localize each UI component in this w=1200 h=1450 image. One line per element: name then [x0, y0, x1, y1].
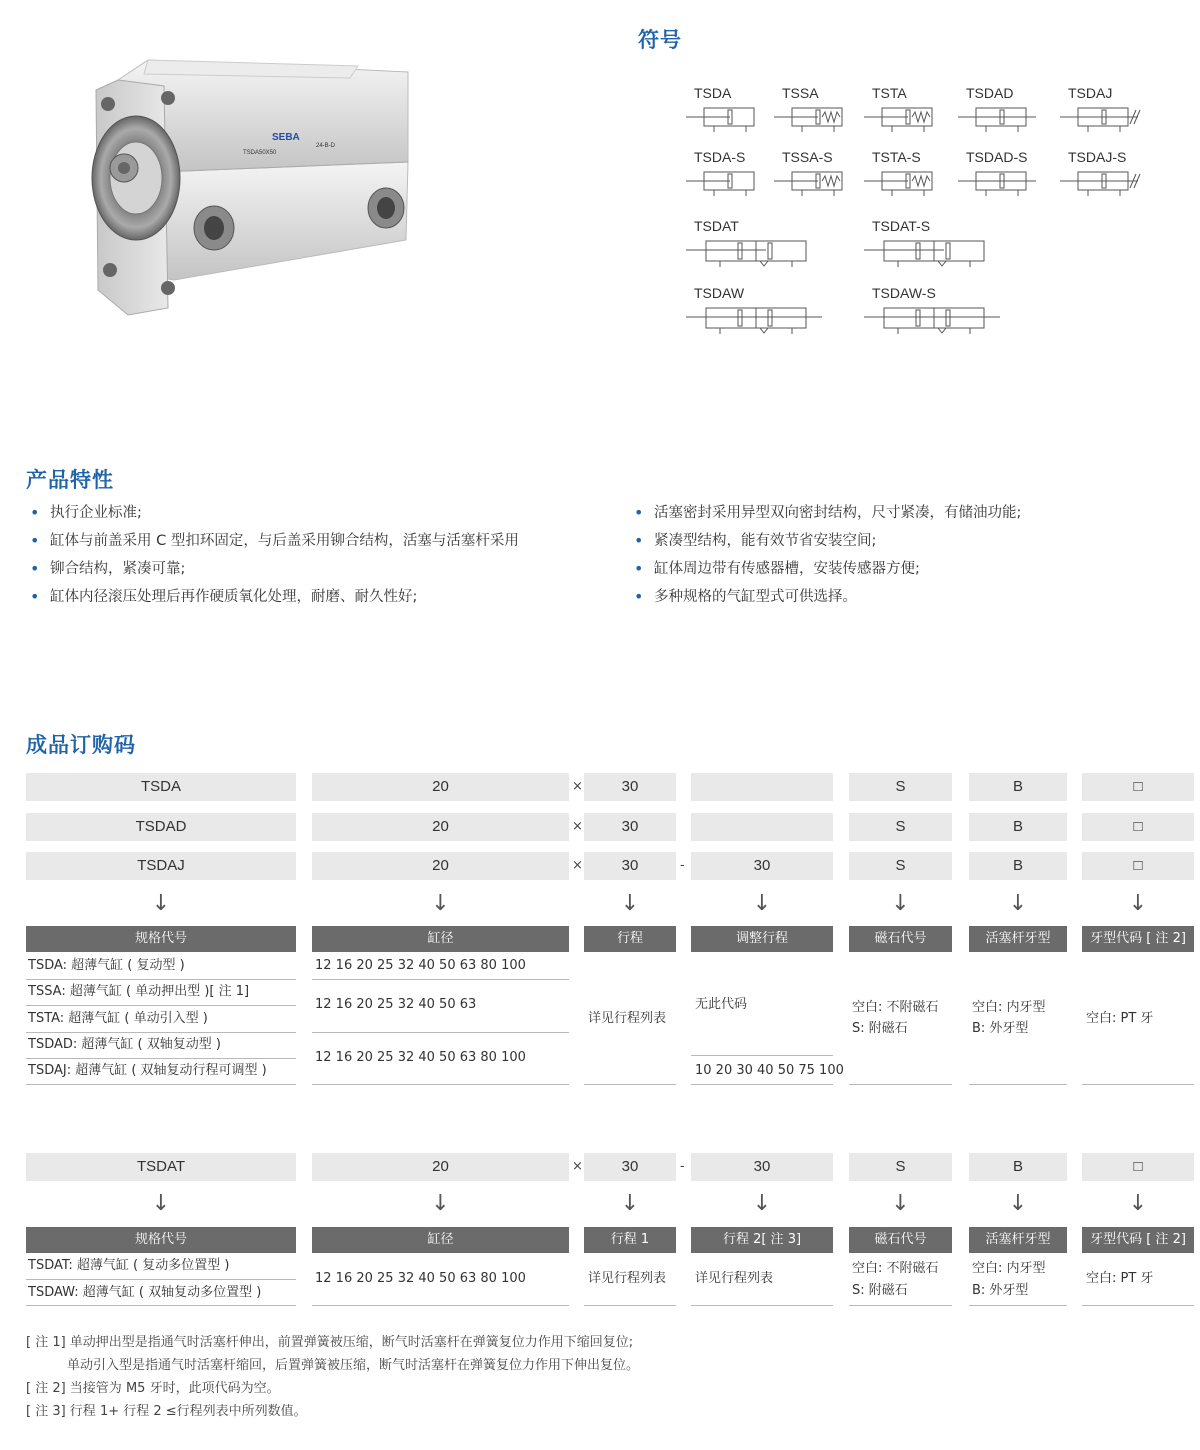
feature-item: • 缸体与前盖采用 C 型扣环固定，与后盖采用铆合结构，活塞与活塞杆采用 — [26, 527, 606, 555]
mag-desc: 空白: 不附磁石 — [852, 1000, 939, 1015]
row-divider — [26, 1279, 296, 1280]
features-right-list — [630, 499, 1190, 611]
column-header: 活塞杆牙型 — [969, 926, 1067, 952]
code-cell-model: TSDAD — [26, 813, 296, 841]
row-divider — [969, 1305, 1067, 1306]
row-divider — [26, 1084, 296, 1085]
symbol-icon — [864, 166, 946, 200]
down-arrow-icon: ↓ — [891, 1191, 910, 1216]
model-desc: TSDAW: 超薄气缸 ( 双轴复动多位置型 ) — [28, 1285, 262, 1300]
mag-desc: S: 附磁石 — [852, 1021, 908, 1036]
separator-x: × — [572, 1159, 583, 1174]
feature-item: • 紧凑型结构，能有效节省安装空间; — [630, 527, 1190, 555]
symbol-label: TSDA — [694, 85, 732, 101]
row-divider — [691, 1305, 833, 1306]
down-arrow-icon: ↓ — [1008, 1191, 1028, 1216]
bore-list: 12 16 20 25 32 40 50 63 80 100 — [315, 958, 526, 973]
code-cell-mag: S — [849, 852, 952, 880]
symbol-label: TSDA-S — [694, 149, 746, 165]
rod-desc: B: 外牙型 — [972, 1021, 1029, 1036]
thread-desc: 空白: PT 牙 — [1086, 1011, 1154, 1026]
symbol-icon — [958, 166, 1040, 200]
code-cell-adj — [691, 773, 833, 801]
row-divider — [969, 1084, 1067, 1085]
code-cell-bore: 20 — [312, 813, 569, 841]
symbol-icon — [958, 102, 1040, 136]
separator-x: × — [572, 779, 583, 794]
symbol-icon — [864, 302, 1004, 336]
symbol-icon — [686, 166, 768, 200]
adj-values: 10 20 30 40 50 75 100 — [695, 1063, 844, 1078]
bore-list: 12 16 20 25 32 40 50 63 80 100 — [315, 1050, 526, 1065]
stroke-text: 详见行程列表 — [588, 1011, 667, 1026]
product-image — [88, 50, 418, 325]
down-arrow-icon: ↓ — [151, 1191, 171, 1216]
model-desc: TSTA: 超薄气缸 ( 单动引入型 ) — [28, 1011, 208, 1026]
code-cell-rod: B — [969, 773, 1067, 801]
code-cell-bore: 20 — [312, 773, 569, 801]
row-divider — [26, 1032, 296, 1033]
note-1-cont: 单动引入型是指通气时活塞杆缩回，后置弹簧被压缩，断气时活塞杆在弹簧复位力作用下伸出复位。 — [67, 1358, 640, 1373]
note-3: [ 注 3] 行程 1+ 行程 2 ≤行程列表中所列数值。 — [26, 1404, 307, 1419]
code-cell-adj — [691, 813, 833, 841]
symbol-label: TSTA-S — [872, 149, 921, 165]
row-divider — [312, 1305, 569, 1306]
rod-desc: 空白: 内牙型 — [972, 1000, 1046, 1015]
code-cell-rod: B — [969, 813, 1067, 841]
symbol-label: TSSA-S — [782, 149, 833, 165]
symbol-icon — [864, 235, 1004, 269]
feature-item: • 缸体内径滚压处理后再作硬质氧化处理，耐磨、耐久性好; — [26, 583, 606, 611]
symbol-label: TSSA — [782, 85, 819, 101]
symbol-icon — [774, 102, 856, 136]
code-cell-model: TSDA — [26, 773, 296, 801]
note-1: [ 注 1] 单动押出型是指通气时活塞杆伸出，前置弹簧被压缩，断气时活塞杆在弹簧复位力作用下缩回复位; — [26, 1335, 634, 1350]
column-header: 行程 1 — [584, 1227, 676, 1253]
code-cell-model: TSDAT — [26, 1153, 296, 1181]
down-arrow-icon: ↓ — [431, 891, 450, 916]
feature-item: • 多种规格的气缸型式可供选择。 — [630, 583, 1190, 611]
row-divider — [312, 979, 569, 980]
row-divider — [1082, 1084, 1194, 1085]
model-desc: TSDAJ: 超薄气缸 ( 双轴复动行程可调型 ) — [28, 1063, 267, 1078]
feature-item-cont: • 铆合结构，紧凑可靠; — [26, 555, 606, 583]
down-arrow-icon: ↓ — [752, 891, 772, 916]
note-2: [ 注 2] 当接管为 M5 牙时，此项代码为空。 — [26, 1381, 280, 1396]
row-divider — [584, 1084, 676, 1085]
code-cell-stroke: 30 — [584, 852, 676, 880]
separator-dash: - — [680, 858, 685, 873]
product-brand: SEBA — [272, 132, 300, 143]
code-cell-stroke: 30 — [584, 773, 676, 801]
rod-desc: B: 外牙型 — [972, 1283, 1029, 1298]
symbol-label: TSDAT — [694, 218, 739, 234]
row-divider — [26, 979, 296, 980]
down-arrow-icon: ↓ — [151, 891, 171, 916]
row-divider — [312, 1032, 569, 1033]
down-arrow-icon: ↓ — [891, 891, 910, 916]
code-cell-model: TSDAJ — [26, 852, 296, 880]
rod-desc: 空白: 内牙型 — [972, 1261, 1046, 1276]
down-arrow-icon: ↓ — [431, 1191, 450, 1216]
column-header: 规格代号 — [26, 926, 296, 952]
code-cell-adj: 30 — [691, 852, 833, 880]
symbol-icon — [1060, 102, 1142, 136]
feature-item: • 活塞密封采用异型双向密封结构，尺寸紧凑，有储油功能; — [630, 499, 1190, 527]
separator-x: × — [572, 819, 583, 834]
row-divider — [26, 1005, 296, 1006]
stroke1-text: 详见行程列表 — [588, 1271, 667, 1286]
symbol-icon — [686, 302, 826, 336]
symbol-icon — [864, 102, 946, 136]
feature-item: • 执行企业标准; — [26, 499, 606, 527]
symbol-label: TSDAW-S — [872, 285, 936, 301]
column-header: 缸径 — [312, 1227, 569, 1253]
column-header: 磁石代号 — [849, 926, 952, 952]
symbol-icon — [686, 235, 826, 269]
model-desc: TSSA: 超薄气缸 ( 单动押出型 )[ 注 1] — [28, 984, 250, 999]
code-cell-stroke: 30 — [584, 813, 676, 841]
down-arrow-icon: ↓ — [1008, 891, 1028, 916]
symbols-title: 符号 — [638, 28, 682, 52]
order-title: 成品订购码 — [26, 733, 136, 757]
row-divider — [849, 1084, 952, 1085]
code-cell-bore: 20 — [312, 1153, 569, 1181]
bore-list: 12 16 20 25 32 40 50 63 80 100 — [315, 1271, 526, 1286]
symbol-label: TSDAJ — [1068, 85, 1113, 101]
symbol-label: TSDAW — [694, 285, 745, 301]
column-header: 牙型代码 [ 注 2] — [1082, 926, 1194, 952]
model-desc: TSDAD: 超薄气缸 ( 双轴复动型 ) — [28, 1037, 221, 1052]
code-cell-mag: S — [849, 1153, 952, 1181]
symbol-label: TSDAT-S — [872, 218, 931, 234]
mag-desc: S: 附磁石 — [852, 1283, 908, 1298]
row-divider — [849, 1305, 952, 1306]
thread-desc: 空白: PT 牙 — [1086, 1271, 1154, 1286]
bore-list: 12 16 20 25 32 40 50 63 — [315, 997, 477, 1012]
stroke2-text: 详见行程列表 — [695, 1271, 774, 1286]
code-cell-bore: 20 — [312, 852, 569, 880]
adj-none: 无此代码 — [695, 997, 748, 1012]
symbol-icon — [1060, 166, 1142, 200]
column-header: 活塞杆牙型 — [969, 1227, 1067, 1253]
code-cell-stroke: 30 — [584, 1153, 676, 1181]
row-divider — [1082, 1305, 1194, 1306]
column-header: 调整行程 — [691, 926, 833, 952]
down-arrow-icon: ↓ — [752, 1191, 772, 1216]
row-divider — [691, 1084, 833, 1085]
row-divider — [26, 1305, 296, 1306]
separator-dash: - — [680, 1159, 685, 1174]
column-header: 缸径 — [312, 926, 569, 952]
down-arrow-icon: ↓ — [1128, 1191, 1148, 1216]
features-title: 产品特性 — [26, 468, 114, 492]
row-divider — [312, 1084, 569, 1085]
symbol-label: TSDAD — [966, 85, 1014, 101]
code-cell-thread: □ — [1082, 813, 1194, 841]
features-left-list — [26, 499, 606, 611]
column-header: 行程 — [584, 926, 676, 952]
symbol-label: TSDAJ-S — [1068, 149, 1127, 165]
symbol-icon — [774, 166, 856, 200]
row-divider — [691, 1055, 833, 1056]
product-model: TSDA50X50 — [243, 150, 277, 156]
code-cell-thread: □ — [1082, 773, 1194, 801]
row-divider — [584, 1305, 676, 1306]
down-arrow-icon: ↓ — [1128, 891, 1148, 916]
code-cell-thread: □ — [1082, 852, 1194, 880]
column-header: 牙型代码 [ 注 2] — [1082, 1227, 1194, 1253]
down-arrow-icon: ↓ — [620, 1191, 640, 1216]
model-desc: TSDA: 超薄气缸 ( 复动型 ) — [28, 958, 185, 973]
separator-x: × — [572, 858, 583, 873]
symbol-icon — [686, 102, 768, 136]
code-cell-rod: B — [969, 852, 1067, 880]
column-header: 磁石代号 — [849, 1227, 952, 1253]
code-cell-mag: S — [849, 813, 952, 841]
feature-item: • 缸体周边带有传感器槽，安装传感器方便; — [630, 555, 1190, 583]
code-cell-mag: S — [849, 773, 952, 801]
row-divider — [26, 1058, 296, 1059]
column-header: 行程 2[ 注 3] — [691, 1227, 833, 1253]
down-arrow-icon: ↓ — [620, 891, 640, 916]
code-cell-thread: □ — [1082, 1153, 1194, 1181]
code-cell-stroke2: 30 — [691, 1153, 833, 1181]
symbol-label: TSDAD-S — [966, 149, 1028, 165]
mag-desc: 空白: 不附磁石 — [852, 1261, 939, 1276]
product-code: 24-B-D — [316, 143, 336, 149]
model-desc: TSDAT: 超薄气缸 ( 复动多位置型 ) — [28, 1258, 230, 1273]
column-header: 规格代号 — [26, 1227, 296, 1253]
symbol-label: TSTA — [872, 85, 907, 101]
code-cell-rod: B — [969, 1153, 1067, 1181]
